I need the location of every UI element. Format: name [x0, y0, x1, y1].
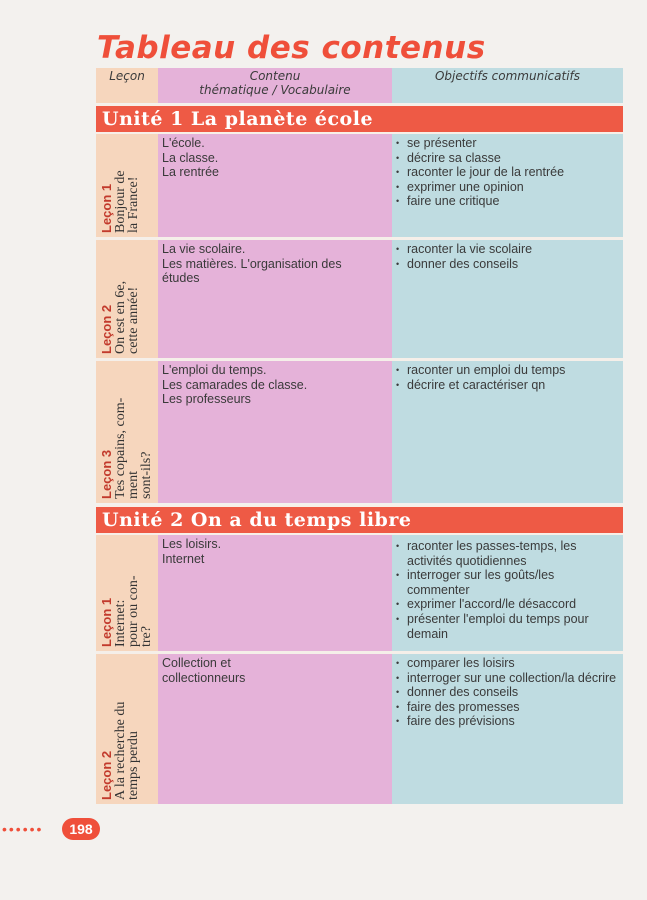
objectif-item: • se présenter: [396, 136, 619, 151]
objectifs-cell: [392, 240, 623, 358]
header-contenu-line1: Contenu: [249, 69, 301, 83]
unit-title: Unité 1 La planète école: [102, 108, 374, 130]
unit-band: [96, 505, 623, 535]
objectif-item: • raconter un emploi du temps: [396, 363, 619, 378]
objectif-item: • faire une critique: [396, 194, 619, 209]
lecon-cell: [96, 240, 158, 358]
table-row: [96, 535, 623, 651]
lecon-title-line: tre?: [139, 626, 154, 647]
lecon-cell: [96, 654, 158, 804]
objectifs-cell: [392, 361, 623, 503]
contenu-line: L'école.: [162, 136, 205, 150]
objectif-item: • décrire sa classe: [396, 151, 619, 166]
lecon-number: Leçon 2: [99, 750, 114, 800]
contenu-line: collectionneurs: [162, 670, 246, 685]
lecon-cell: [96, 134, 158, 237]
lecon-title-line: Tes copains, com-: [113, 397, 128, 499]
objectif-item: • interroger sur les goûts/les commenter: [396, 568, 619, 597]
table-row: [96, 654, 623, 804]
lecon-title-line: temps perdu: [126, 731, 141, 800]
objectif-item: • exprimer l'accord/le désaccord: [396, 597, 619, 612]
lecon-number: Leçon 2: [99, 304, 114, 354]
lecon-cell: [96, 361, 158, 503]
objectif-item: • comparer les loisirs: [396, 656, 619, 671]
objectif-item: • donner des conseils: [396, 685, 619, 700]
unit-band: [96, 104, 623, 134]
contenu-line: études: [162, 271, 200, 286]
lecon-number: Leçon 1: [99, 183, 114, 233]
contenu-line: Les loisirs.: [162, 537, 222, 551]
objectif-item: • faire des prévisions: [396, 714, 619, 729]
header-objectifs: Objectifs communicatifs: [392, 68, 623, 103]
lecon-number: Leçon 3: [99, 449, 114, 499]
lecon-title-line: Internet:: [113, 599, 128, 647]
objectif-item: • présenter l'emploi du temps pour demain: [396, 612, 619, 641]
page-footer: [0, 817, 130, 839]
contenu-cell: [158, 134, 392, 237]
contenu-line: Les camarades de classe.: [162, 377, 308, 392]
page-title: Tableau des contenus: [97, 30, 486, 66]
table-header: [96, 68, 623, 102]
contenu-cell: [158, 240, 392, 358]
lecon-title-line: la France!: [126, 176, 141, 233]
contenu-line: Collection et: [162, 656, 231, 670]
objectif-item: • raconter la vie scolaire: [396, 242, 619, 257]
lecon-title-line: sont-ils?: [139, 451, 154, 499]
lecon-cell: [96, 535, 158, 651]
lecon-title-line: ment: [126, 471, 141, 499]
contenu-cell: [158, 361, 392, 503]
lecon-title-line: On est en 6e,: [113, 280, 128, 354]
objectifs-cell: [392, 535, 623, 651]
objectif-item: • décrire et caractériser qn: [396, 378, 619, 393]
lecon-title-line: A la recherche du: [113, 701, 128, 800]
header-contenu: [158, 68, 392, 103]
contenu-line: La rentrée: [162, 165, 219, 180]
header-lecon: Leçon: [96, 68, 158, 103]
lecon-title-line: pour ou con-: [126, 575, 141, 647]
unit-title: Unité 2 On a du temps libre: [102, 509, 412, 531]
contents-table: [96, 68, 623, 804]
table-row: [96, 361, 623, 503]
contenu-cell: [158, 654, 392, 804]
objectif-item: • raconter le jour de la rentrée: [396, 165, 619, 180]
table-row: [96, 134, 623, 237]
lecon-title-line: cette année!: [126, 286, 141, 354]
objectifs-cell: [392, 134, 623, 237]
objectif-item: • faire des promesses: [396, 700, 619, 715]
contenu-cell: [158, 535, 392, 651]
contenu-line: Les professeurs: [162, 392, 251, 407]
objectif-item: • donner des conseils: [396, 257, 619, 272]
lecon-title-line: Bonjour de: [113, 170, 128, 233]
objectifs-cell: [392, 654, 623, 804]
page-number: 198: [62, 818, 100, 840]
table-row: [96, 240, 623, 358]
contenu-line: La classe.: [162, 150, 219, 165]
contenu-line: La vie scolaire.: [162, 242, 246, 256]
objectif-item: • raconter les passes-temps, les activités quotidiennes: [396, 539, 619, 568]
contenu-line: L'emploi du temps.: [162, 363, 267, 377]
header-contenu-line2: thématique / Vocabulaire: [199, 83, 351, 97]
contenu-line: Les matières. L'organisation des: [162, 256, 342, 271]
objectif-item: • interroger sur une collection/la décrire: [396, 671, 619, 686]
decorative-dots: ••••••: [2, 821, 44, 837]
contenu-line: Internet: [162, 551, 205, 566]
lecon-number: Leçon 1: [99, 597, 114, 647]
objectif-item: • exprimer une opinion: [396, 180, 619, 195]
